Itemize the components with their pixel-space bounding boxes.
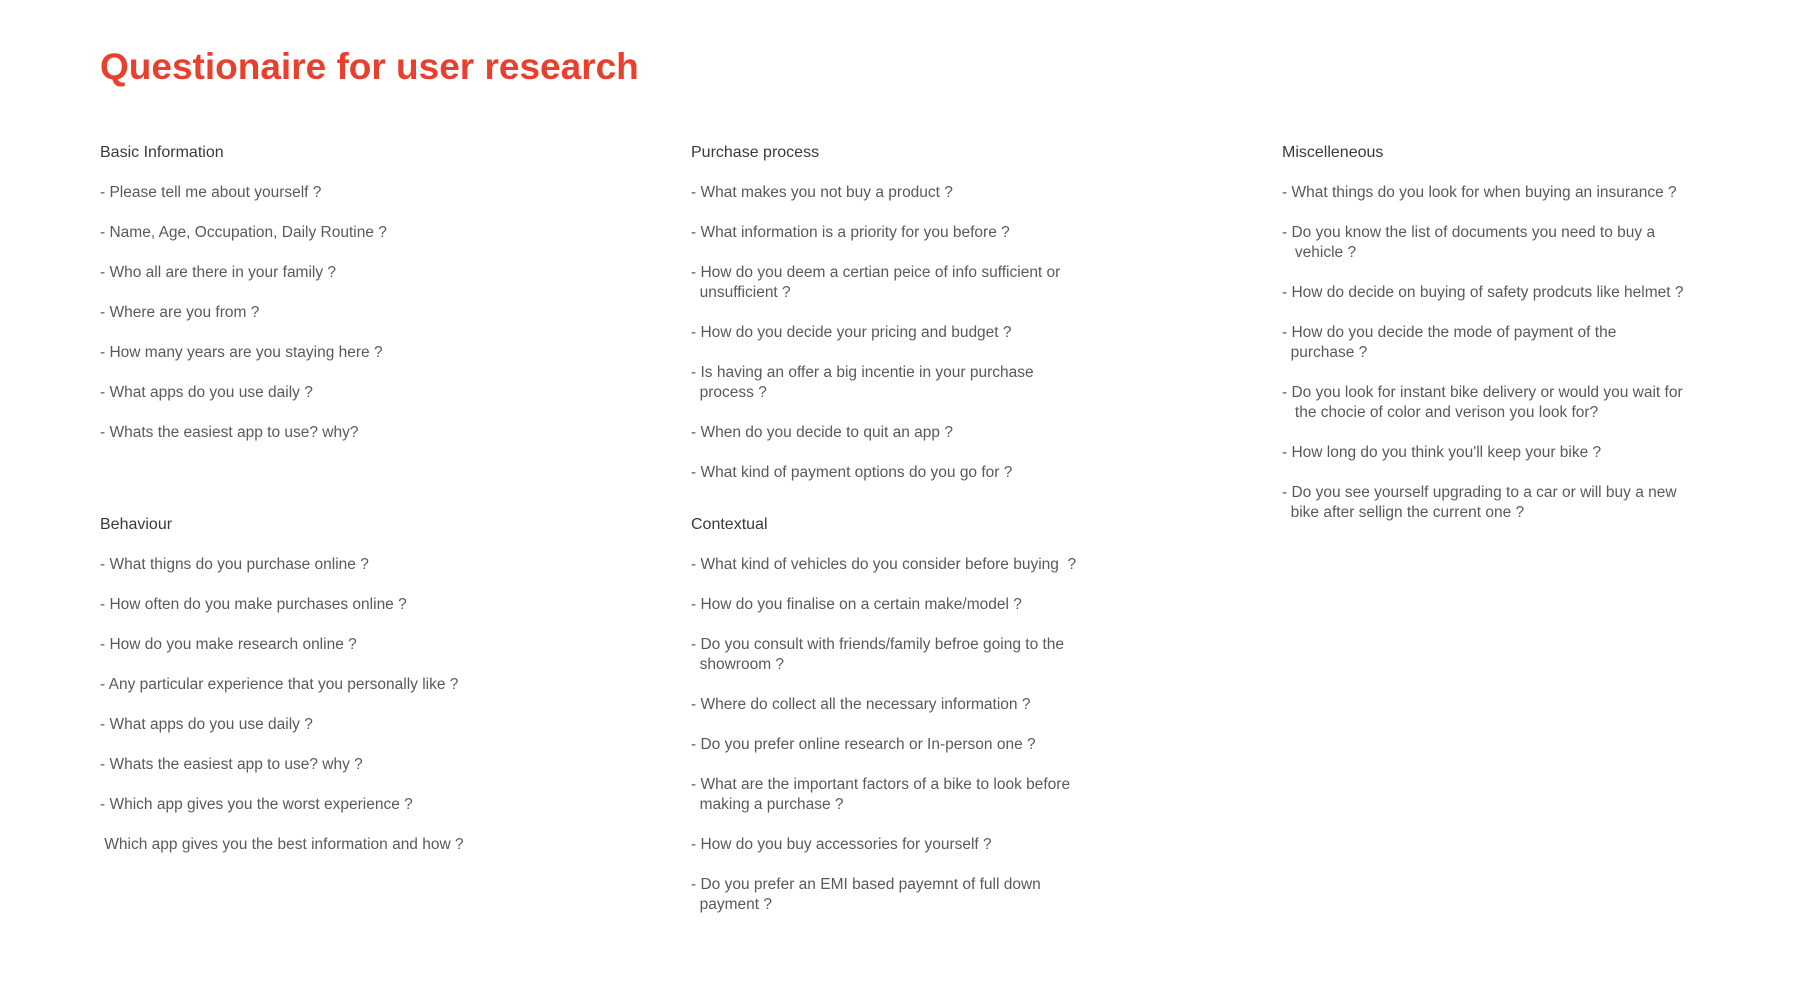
question-item: - How do you buy accessories for yourself ?: [691, 836, 992, 853]
question-item: - What kind of payment options do you go for ?: [691, 464, 1013, 481]
section-contextual: [691, 515, 1076, 935]
question-list: [1282, 183, 1684, 523]
question-item: - Name, Age, Occupation, Daily Routine ?: [100, 224, 387, 241]
question-item: - Do you prefer online research or In-person one ?: [691, 736, 1036, 753]
question-item: Which app gives you the best information and how ?: [100, 836, 464, 853]
question-item: - What are the important factors of a bike to look before making a purchase ?: [691, 776, 1071, 813]
question-item: - Whats the easiest app to use? why?: [100, 424, 359, 441]
question-item: - What thigns do you purchase online ?: [100, 556, 369, 573]
question-item: - What things do you look for when buying an insurance ?: [1282, 184, 1677, 201]
question-item: - What apps do you use daily ?: [100, 384, 313, 401]
question-item: - How often do you make purchases online ?: [100, 596, 407, 613]
question-item: - Any particular experience that you personally like ?: [100, 676, 459, 693]
question-item: - Do you know the list of documents you need to buy a vehicle ?: [1282, 224, 1656, 261]
question-item: - What makes you not buy a product ?: [691, 184, 953, 201]
page-title: Questionaire for user research: [100, 46, 639, 87]
question-list: [691, 555, 1076, 915]
question-item: - When do you decide to quit an app ?: [691, 424, 953, 441]
question-item: - How do you decide your pricing and budget ?: [691, 324, 1012, 341]
section-behaviour: [100, 515, 464, 875]
question-item: - How many years are you staying here ?: [100, 344, 383, 361]
question-list: [100, 183, 387, 443]
question-item: - Do you consult with friends/family befroe going to the showroom ?: [691, 636, 1065, 673]
question-item: - Please tell me about yourself ?: [100, 184, 322, 201]
question-list: [100, 555, 464, 855]
question-item: - Where are you from ?: [100, 304, 260, 321]
question-item: - Do you look for instant bike delivery or would you wait for the chocie of color and verison you look for?: [1282, 384, 1683, 421]
section-heading: Behaviour: [100, 516, 173, 533]
question-item: - Whats the easiest app to use? why ?: [100, 756, 363, 773]
question-item: - How do you deem a certian peice of info sufficient or unsufficient ?: [691, 264, 1061, 301]
section-basic-information: [100, 143, 387, 463]
question-item: - Do you see yourself upgrading to a car or will buy a new bike after sellign the current one ?: [1282, 484, 1677, 521]
question-item: - What information is a priority for you before ?: [691, 224, 1010, 241]
question-item: - How do you finalise on a certain make/model ?: [691, 596, 1022, 613]
question-item: - What kind of vehicles do you consider before buying ?: [691, 556, 1077, 573]
section-heading: Contextual: [691, 516, 768, 533]
section-heading: Basic Information: [100, 144, 224, 161]
section-miscelleneous: [1282, 143, 1684, 543]
question-item: - How do you decide the mode of payment of the purchase ?: [1282, 324, 1617, 361]
section-heading: Miscelleneous: [1282, 144, 1384, 161]
question-item: - Who all are there in your family ?: [100, 264, 337, 281]
section-heading: Purchase process: [691, 144, 820, 161]
section-purchase-process: [691, 143, 1060, 503]
question-item: - Is having an offer a big incentie in your purchase process ?: [691, 364, 1034, 401]
question-item: - How do decide on buying of safety prodcuts like helmet ?: [1282, 284, 1684, 301]
question-item: - Where do collect all the necessary information ?: [691, 696, 1031, 713]
question-item: - How long do you think you'll keep your bike ?: [1282, 444, 1602, 461]
question-item: - What apps do you use daily ?: [100, 716, 313, 733]
question-item: - Which app gives you the worst experience ?: [100, 796, 413, 813]
question-item: - Do you prefer an EMI based payemnt of full down payment ?: [691, 876, 1041, 913]
question-list: [691, 183, 1060, 483]
question-item: - How do you make research online ?: [100, 636, 357, 653]
